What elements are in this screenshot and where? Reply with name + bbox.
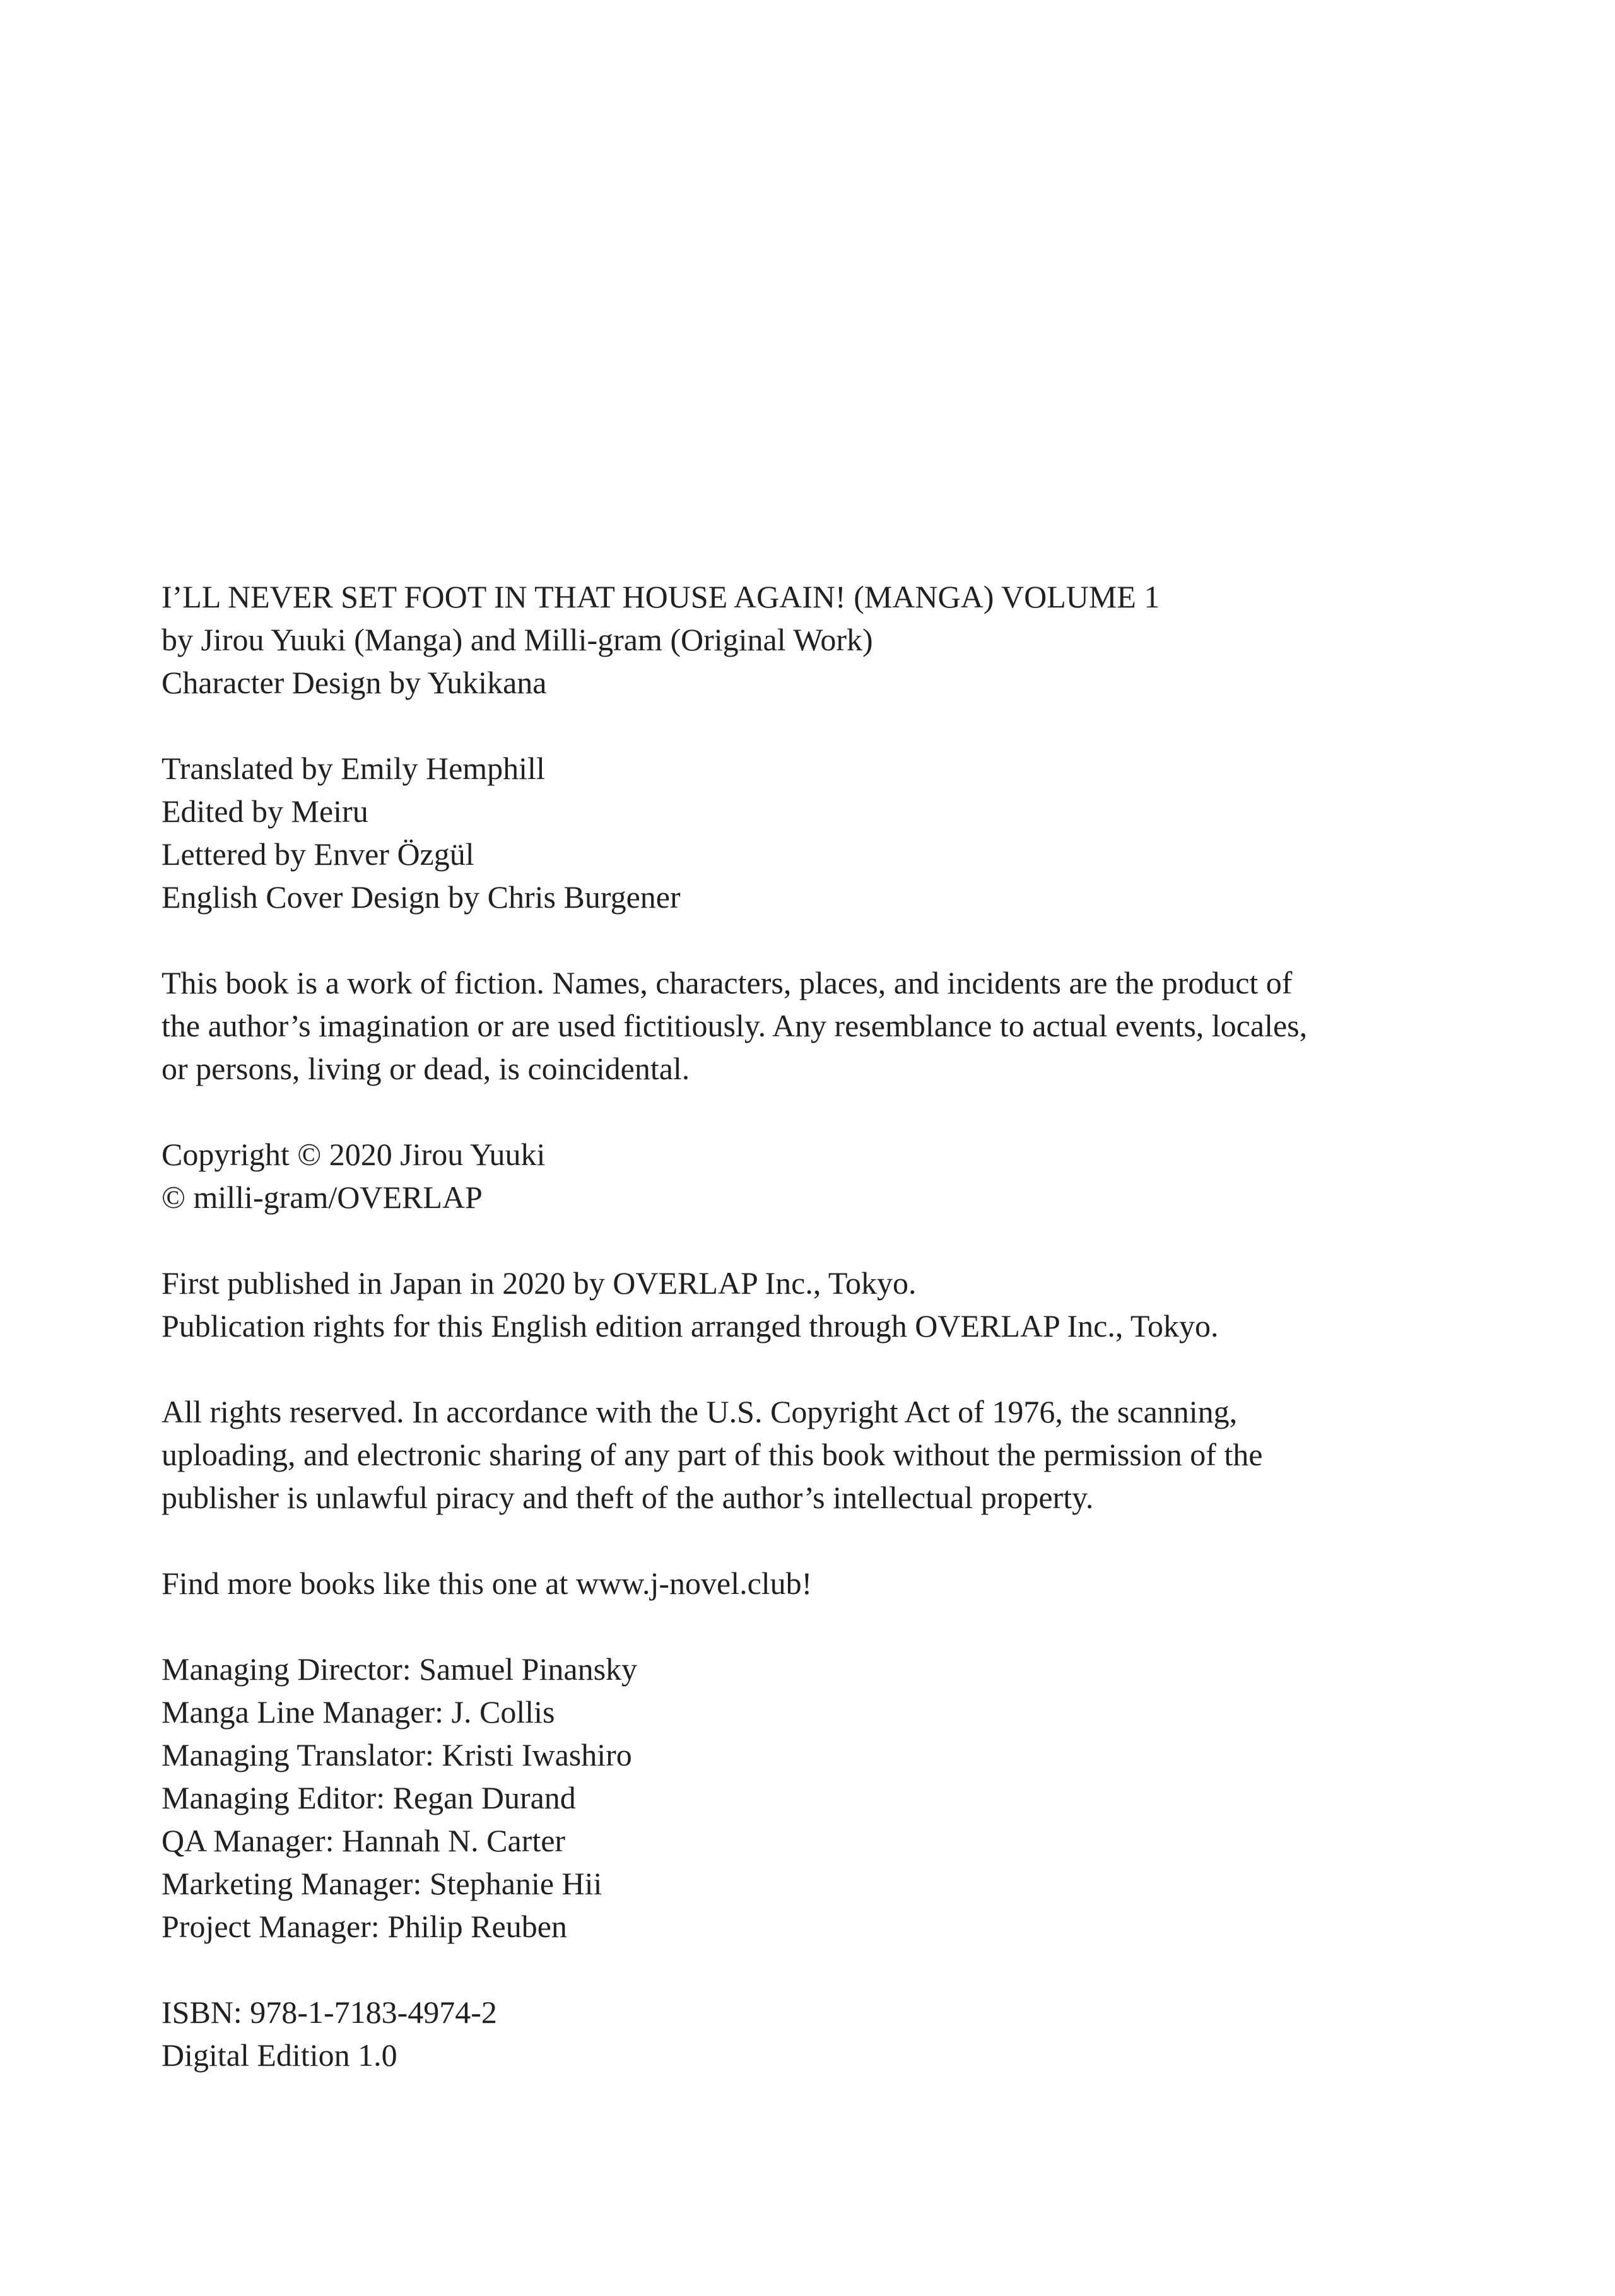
cover-design-credit: English Cover Design by Chris Burgener [162,879,681,915]
book-title: I’LL NEVER SET FOOT IN THAT HOUSE AGAIN! (MANGA) VOLUME 1 [162,579,1160,614]
management-credit: Managing Director: Samuel Pinansky [162,1651,638,1687]
fiction-notice [162,961,1518,1090]
management-credit: Marketing Manager: Stephanie Hii [162,1866,602,1901]
website-line: Find more books like this one at www.j-novel.club! [162,1566,813,1601]
editor-credit: Edited by Meiru [162,794,368,829]
management-credit: Manga Line Manager: J. Collis [162,1694,555,1730]
publication-block [162,1262,1518,1347]
copyright-line: Copyright © 2020 Jirou Yuuki [162,1137,546,1172]
rights-line: All rights reserved. In accordance with the U.S. Copyright Act of 1976, the scanning, [162,1394,1238,1429]
translator-credit: Translated by Emily Hemphill [162,751,545,786]
publication-line: Publication rights for this English edition arranged through OVERLAP Inc., Tokyo. [162,1308,1219,1344]
letterer-credit: Lettered by Enver Özgül [162,836,474,872]
edition-version: Digital Edition 1.0 [162,2037,397,2073]
management-credit: Managing Editor: Regan Durand [162,1780,576,1815]
credits-text [162,575,1518,2076]
isbn: ISBN: 978-1-7183-4974-2 [162,1994,497,2030]
edition-block [162,1991,1518,2076]
fiction-notice-line: or persons, living or dead, is coincidental. [162,1051,690,1086]
management-credit: QA Manager: Hannah N. Carter [162,1823,566,1858]
author-credit: by Jirou Yuuki (Manga) and Milli-gram (Original Work) [162,622,873,657]
copyright-block [162,1133,1518,1219]
rights-line: uploading, and electronic sharing of any part of this book without the permission of the [162,1437,1263,1472]
character-design-credit: Character Design by Yukikana [162,665,547,700]
fiction-notice-line: the author’s imagination or are used fictitiously. Any resemblance to actual events, locales, [162,1008,1308,1043]
management-block [162,1648,1518,1948]
management-credit: Managing Translator: Kristi Iwashiro [162,1737,632,1772]
fiction-notice-line: This book is a work of fiction. Names, characters, places, and incidents are the product of [162,965,1293,1000]
rights-line: publisher is unlawful piracy and theft of the author’s intellectual property. [162,1480,1094,1515]
copyright-line: © milli-gram/OVERLAP [162,1180,483,1215]
staff-block [162,747,1518,918]
title-block [162,575,1518,704]
rights-block [162,1390,1518,1519]
management-credit: Project Manager: Philip Reuben [162,1909,567,1944]
publication-line: First published in Japan in 2020 by OVERLAP Inc., Tokyo. [162,1265,917,1301]
website-block [162,1562,1518,1605]
